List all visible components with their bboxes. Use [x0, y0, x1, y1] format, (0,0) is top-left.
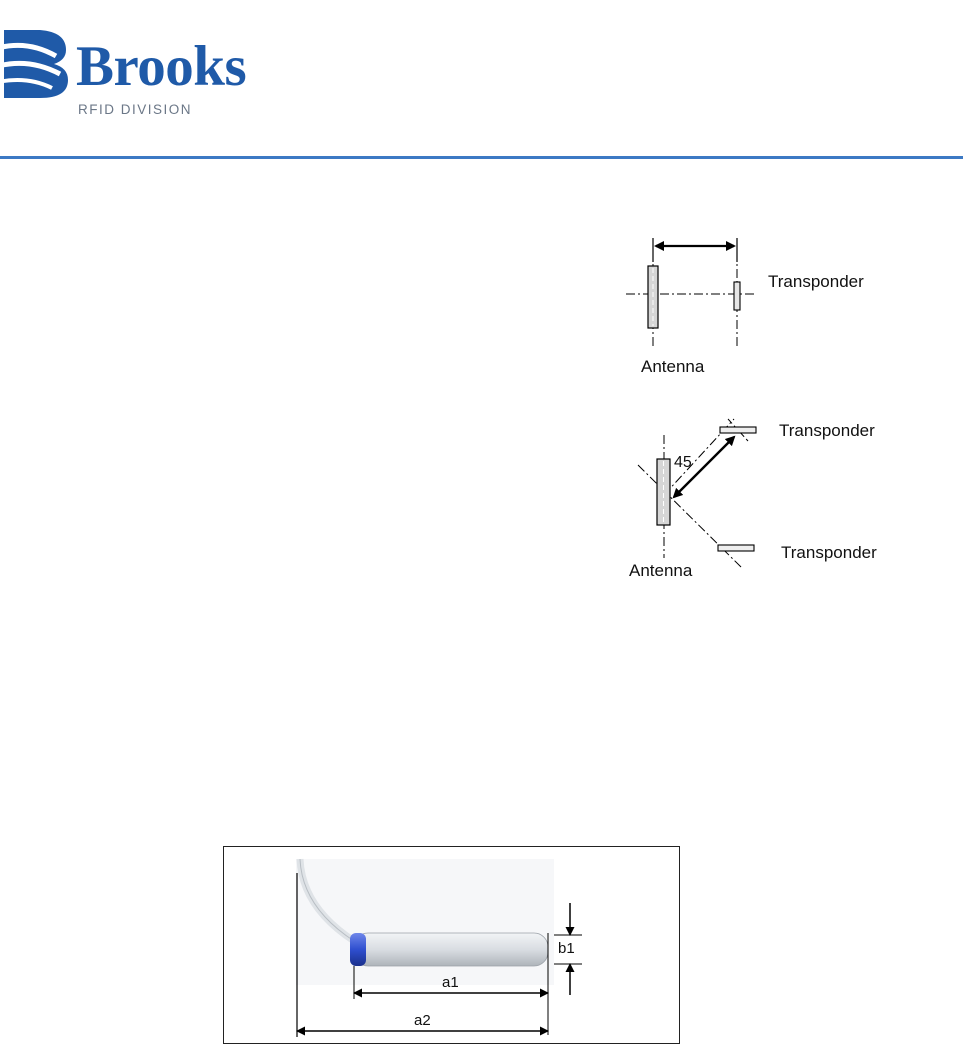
transponder-bottom-label: Transponder — [781, 543, 877, 562]
brand-name: Brooks — [76, 35, 247, 98]
header-divider — [0, 156, 963, 159]
division-name: RFID DIVISION — [78, 102, 193, 117]
brooks-logo-icon — [0, 22, 72, 102]
transponder-top-label: Transponder — [779, 421, 875, 440]
antenna-dimension-figure — [223, 846, 680, 1044]
a1-label: a1 — [442, 974, 459, 991]
antenna-dimension-diagram — [224, 847, 679, 1043]
a2-label: a2 — [414, 1012, 431, 1029]
angled-orientation-figure — [616, 413, 916, 583]
parallel-orientation-figure — [616, 232, 906, 392]
antenna-label: Antenna — [641, 357, 705, 376]
transponder-label: Transponder — [768, 272, 864, 291]
brooks-logo — [0, 22, 300, 117]
antenna-label: Antenna — [629, 561, 693, 580]
angle-label: 45 — [674, 454, 692, 471]
b1-label: b1 — [558, 940, 575, 957]
